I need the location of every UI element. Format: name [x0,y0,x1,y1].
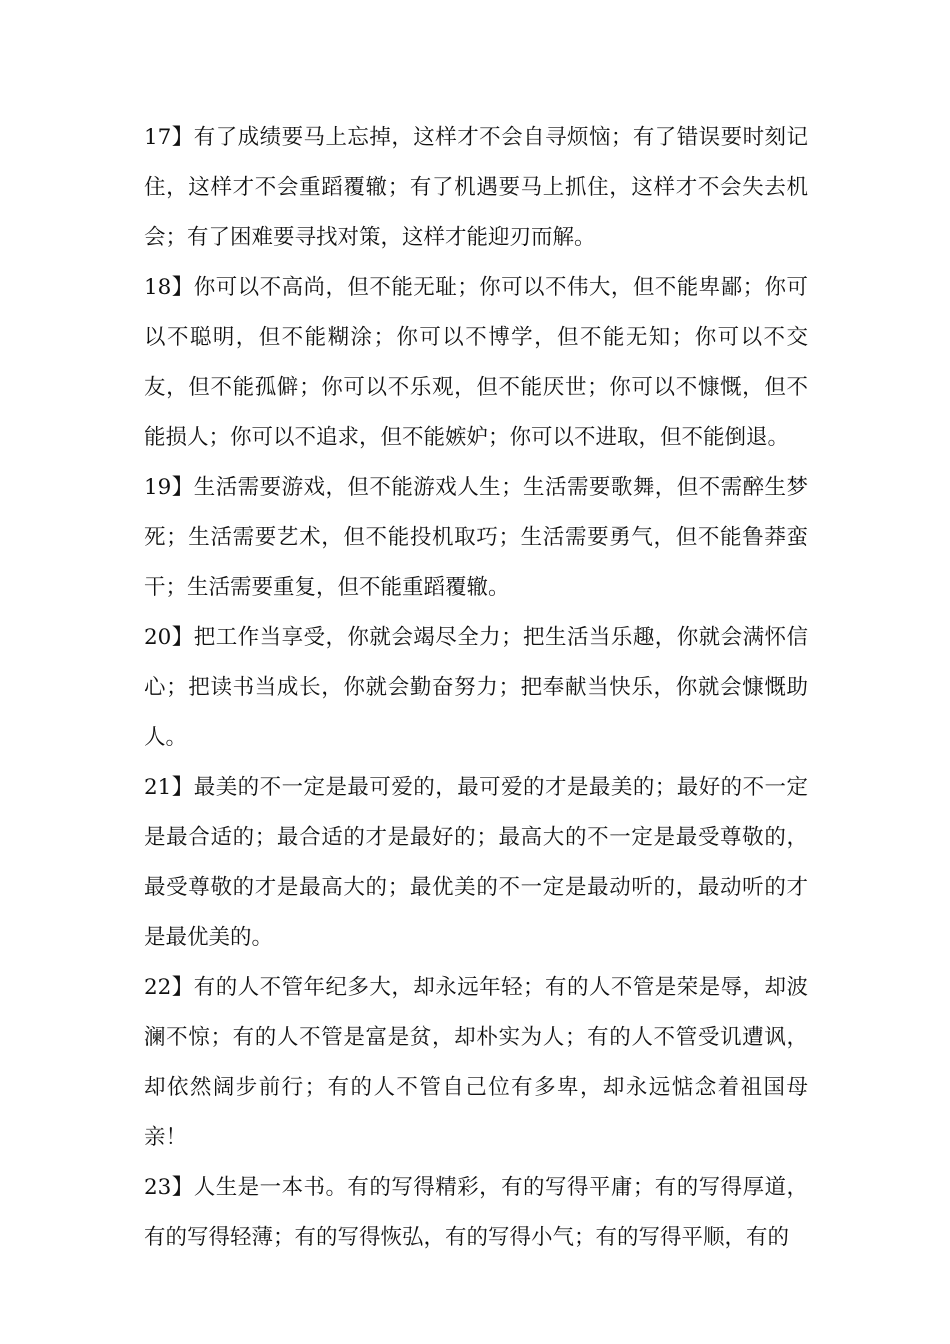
paragraph-21: 21】最美的不一定是最可爱的，最可爱的才是最美的；最好的不一定是最合适的；最合适的才是最好的；最高大的不一定是最受尊敬的，最受尊敬的才是最高大的；最优美的不一定是最动听的，最动听的才是最优美的。 [144,775,808,950]
document-body [144,113,808,1263]
paragraph-17: 17】有了成绩要马上忘掉，这样才不会自寻烦恼；有了错误要时刻记住，这样才不会重蹈覆辙；有了机遇要马上抓住，这样才不会失去机会；有了困难要寻找对策，这样才能迎刃而解。 [144,125,808,250]
paragraph-22: 22】有的人不管年纪多大，却永远年轻；有的人不管是荣是辱，却波澜不惊；有的人不管是富是贫，却朴实为人；有的人不管受讥遭讽，却依然阔步前行；有的人不管自己位有多卑，却永远惦念着祖国母亲！ [144,975,808,1150]
paragraph-20: 20】把工作当享受，你就会竭尽全力；把生活当乐趣，你就会满怀信心；把读书当成长，你就会勤奋努力；把奉献当快乐，你就会慷慨助人。 [144,625,808,750]
paragraph-23: 23】人生是一本书。有的写得精彩，有的写得平庸；有的写得厚道，有的写得轻薄；有的写得恢弘，有的写得小气；有的写得平顺，有的 [144,1175,808,1250]
paragraph-18: 18】你可以不高尚，但不能无耻；你可以不伟大，但不能卑鄙；你可以不聪明，但不能糊涂；你可以不博学，但不能无知；你可以不交友，但不能孤僻；你可以不乐观，但不能厌世；你可以不慷慨，但不能损人；你可以不追求，但不能嫉妒；你可以不进取，但不能倒退。 [144,275,808,450]
paragraph-19: 19】生活需要游戏，但不能游戏人生；生活需要歌舞，但不需醉生梦死；生活需要艺术，但不能投机取巧；生活需要勇气，但不能鲁莽蛮干；生活需要重复，但不能重蹈覆辙。 [144,475,808,600]
